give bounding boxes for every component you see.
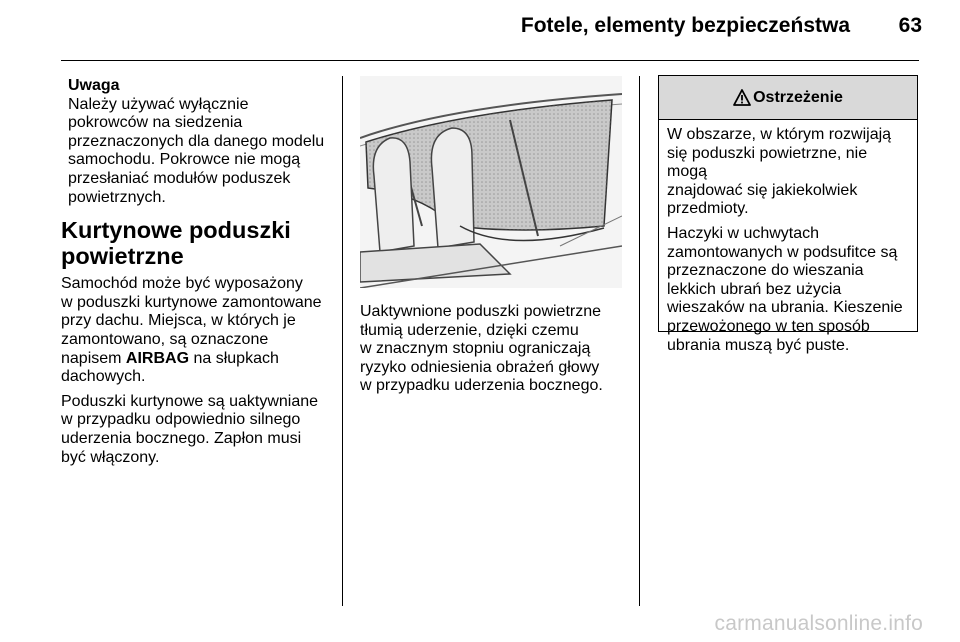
column-divider-right — [639, 76, 640, 606]
warning-header — [659, 76, 917, 120]
airbag-label: AIRBAG — [125, 349, 190, 367]
page-header-title: Fotele, elementy bezpieczeństwa — [520, 14, 850, 37]
header-rule — [61, 60, 919, 61]
watermark: carmanualsonline.info — [714, 612, 923, 635]
column-divider-left — [342, 76, 343, 606]
warning-paragraph-1: W obszarze, w którym rozwijają się poduszki powietrzne, nie mogą znajdować się jakiekolwiek przedmioty. — [667, 126, 892, 218]
note-title: Uwaga — [68, 77, 120, 94]
curtain-airbag-illustration — [360, 76, 622, 288]
warning-box — [658, 75, 918, 354]
section-heading: Kurtynowe poduszki powietrzne — [61, 217, 291, 270]
note-block — [61, 77, 336, 207]
paragraph-1-end: na słupkach dachowych. — [61, 349, 279, 386]
page-number: 63 — [898, 14, 922, 37]
left-column — [61, 77, 336, 473]
warning-triangle-icon — [733, 89, 751, 106]
car-interior-drawing — [360, 76, 622, 288]
warning-paragraph-2: Haczyki w uchwytach zamontowanych w podsufitce są przeznaczone do wieszania lekkich ubrań bez użycia wieszaków na ubrania. Kieszenie przewożonego w ten sposób ubrania muszą być puste. — [667, 224, 903, 354]
note-text: Należy używać wyłącznie pokrowców na siedzenia przeznaczonych dla danego modelu samochodu. Pokrowce nie mogą przesłaniać modułów poduszek powietrznych. — [68, 95, 325, 206]
warning-body — [659, 120, 917, 355]
paragraph-1-start: Samochód może być wyposażony w poduszki kurtynowe zamontowane przy dachu. Miejsca, w których je zamontowano, są oznaczone napisem — [61, 275, 322, 367]
section-paragraph-1 — [61, 275, 336, 387]
warning-title: Ostrzeżenie — [753, 88, 843, 106]
section-paragraph-2: Poduszki kurtynowe są uaktywniane w przypadku odpowiednio silnego uderzenia bocznego. Zapłon musi być włączony. — [61, 392, 319, 466]
figure-caption: Uaktywnione poduszki powietrzne tłumią uderzenie, dzięki czemu w znacznym stopniu ograniczają ryzyko odniesienia obrażeń głowy w przypadku uderzenia bocznego. — [360, 303, 603, 395]
